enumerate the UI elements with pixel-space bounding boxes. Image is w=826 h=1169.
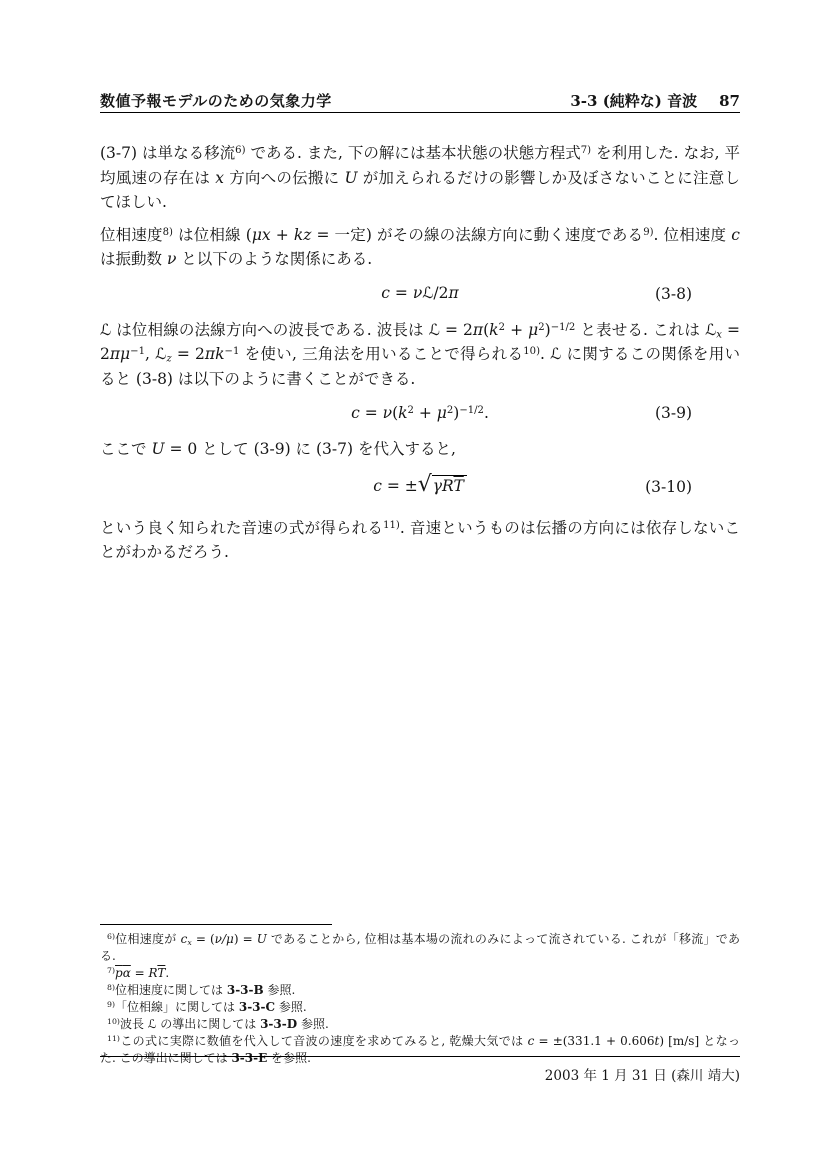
equation-3-8-formula: c = νℒ/2π <box>381 284 459 303</box>
header-running-title: 数値予報モデルのための気象力学 <box>100 92 332 110</box>
header-rule <box>100 112 740 113</box>
equation-3-8-label: (3-8) <box>654 284 692 303</box>
square-root-radical: √ <box>417 472 432 498</box>
square-root-radicand: $\gamma R\overline{T}$ <box>432 475 467 495</box>
page-header <box>100 90 740 111</box>
equation-3-9-formula: $c = \nu(k^2 + \mu^2)^{-1/2}$. <box>351 403 489 422</box>
footnotes-section <box>100 924 740 1067</box>
footnote-11: $^{11)}$この式に実際に数値を代入して音波の速度を求めてみると, 乾燥大気では c = ±(331.1 + 0.606t) [m/s] となった. この導出に関しては 3-3-E を参照. <box>100 1034 740 1065</box>
header-page-number: 87 <box>719 92 740 110</box>
footnote-10: $^{10)}$波長 ℒ の導出に関しては 3-3-D 参照. <box>107 1017 329 1031</box>
equation-3-10-formula <box>373 474 467 499</box>
equation-3-10-prefix: c = ± <box>373 477 418 496</box>
equation-3-8 <box>100 281 740 307</box>
header-section-title: 3-3 (純粋な) 音波 <box>570 92 698 110</box>
equation-3-9 <box>100 400 740 426</box>
footer-rule <box>100 1056 740 1057</box>
footnote-separator-rule <box>100 924 332 925</box>
equation-3-10-label: (3-10) <box>645 477 692 496</box>
paragraph-substitution: ここで U = 0 として (3-9) に (3-7) を代入すると, <box>100 440 456 458</box>
paragraph-advection: (3-7) は単なる移流$^{6)}$ である. また, 下の解には基本状態の状態方程式$^{7)}$ を利用した. なお, 平均風速の存在は x 方向への伝搬に U が加えられるだけの影響しか及ぼさないことに注意してほしい. <box>100 144 741 211</box>
equation-3-9-label: (3-9) <box>654 403 692 422</box>
footnote-9: $^{9)}$「位相線」に関しては 3-3-C 参照. <box>107 1000 307 1014</box>
footnote-7: $^{7)}\overline{p}\overline{\alpha} = R\overline{T}$. <box>107 966 170 980</box>
paragraph-phase-speed: 位相速度$^{8)}$ は位相線 (μx + kz = 一定) がその線の法線方向に動く速度である$^{9)}$. 位相速度 c は振動数 ν と以下のような関係にある. <box>100 225 740 268</box>
paragraph-wavelength: ℒ は位相線の法線方向への波長である. 波長は ℒ = $2\pi(k^2 + \mu^2)^{-1/2}$ と表せる. これは ℒx = $2\pi\mu^{-1}$, ℒz = $2\pi k^{-1}$ を使い, 三角法を用いることで得られる$^{10)}$. ℒ に関するこの関係を用いると (3-8) は以下のように書くことができる. <box>100 320 740 388</box>
footnote-6: $^{6)}$位相速度が cx = (ν/μ) = U であることから, 位相は基本場の流れのみによって流されている. これが「移流」である. <box>100 932 740 963</box>
header-right-group <box>570 90 740 111</box>
paragraph-sound-speed-remark: という良く知られた音速の式が得られる$^{11)}$. 音速というものは伝播の方向には依存しないことがわかるだろう. <box>100 518 740 561</box>
body-text <box>100 141 740 565</box>
footnote-8: $^{8)}$位相速度に関しては 3-3-B 参照. <box>107 983 296 997</box>
equation-3-10 <box>100 470 740 504</box>
footer-date: 2003 年 1 月 31 日 (森川 靖大) <box>544 1068 740 1084</box>
